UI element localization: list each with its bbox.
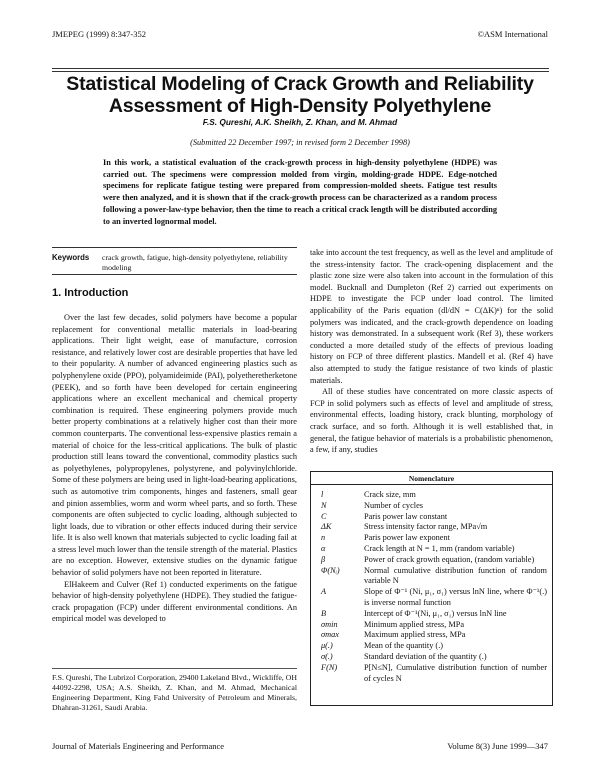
paper-title: Statistical Modeling of Crack Growth and Reliability Assessment of High-Density Polyethylene — [66, 73, 534, 117]
journal-code: JMEPEG (1999) 8:347-352 — [52, 29, 146, 39]
nomenclature-description: Paris power law exponent — [364, 533, 450, 543]
nomenclature-description: Number of cycles — [364, 500, 423, 510]
nomenclature-row — [321, 544, 547, 555]
title-rule — [52, 71, 549, 72]
nomenclature-description: Standard deviation of the quantity (.) — [364, 651, 487, 661]
nomenclature-row — [321, 641, 547, 652]
nomenclature-symbol: l — [321, 490, 324, 499]
nomenclature-row — [321, 566, 547, 588]
paragraph: All of these studies have concentrated on more classic aspects of FCP in solid polymers such as effects of level and amplitude of stress, environmental effects, loading history, crack blunting, morphology of crack surface, and so forth. Although it is well established that, in general, the fatigue behavior of materials is a probabilistic phenomenon, a few, if any, studies — [310, 387, 553, 455]
paragraph: Over the last few decades, solid polymers have become a popular replacement for conventional metallic materials in load-bearing applications. Their light weight, ease of manufacture, corrosion resistance, and relatively lower cost are desirable properties that have led to their popularity. A number of advanced engineering plastics such as polyphenylene oxide (PPO), polyamideimide (PAI), polyetheretherketone (PEEK), and so forth have been developed for certain engineering applications where an excellent mechanical and chemical property combination is required. These engineering polymers provide much better property combinations at a relatively higher cost than their more common counterparts. The conventional less-expensive plastics remain a material of choice for the less-critical applications. The bulk of plastic production still leans toward the conventional, commodity plastics such as polyethylenes, polypropylenes, polystyrene, and polyvinylchloride. Some of these polymers are being used in light-load-bearing applications, such as automotive trim components, hinges and fasteners, small gear and pinion assemblies, worm and worm wheel parts, and so forth. These components are often subjected to cyclic loading, although subjected to light loads, due to vibration or other effects induced during their service life. It is also well known that materials subjected to cyclic loading fail at a stress level much lower than the tensile strength of the material. Plastics are no exception. However, extensive studies on the dynamic fatigue behavior of solid polymers have not been reported in literature. — [52, 313, 297, 578]
nomenclature-row — [321, 490, 547, 501]
nomenclature-symbol: A — [321, 587, 327, 597]
nomenclature-description: Mean of the quantity (.) — [364, 641, 444, 651]
nomenclature-row — [321, 501, 547, 512]
nomenclature-symbol: F(N) — [321, 662, 338, 672]
nomenclature-description: Power of crack growth equation, (random variable) — [364, 554, 535, 564]
nomenclature-table — [321, 490, 547, 684]
nomenclature-symbol: σ(.) — [321, 651, 333, 661]
left-column — [52, 312, 297, 625]
nomenclature-symbol: N — [321, 500, 327, 510]
title-rule — [52, 68, 549, 69]
author-affiliations: F.S. Qureshi, The Lubrizol Corporation, 29400 Lakeland Blvd., Wickliffe, OH 44092-2298, USA; A.S. Sheikh, Z. Khan, and M. Ahmad, Mechanical Engineering Department, King Fahd University of Petroleum and Minerals, Dhahran-31261, Saudi Arabia. — [52, 668, 297, 713]
nomenclature-description: Paris power law constant — [364, 511, 448, 521]
copyright: ©ASM International — [477, 29, 548, 39]
nomenclature-symbol: Φ(Nᵢ) — [321, 565, 340, 575]
nomenclature-symbol: σmin — [321, 619, 338, 629]
nomenclature-description: Crack length at N = 1, mm (random variable) — [364, 543, 515, 553]
keywords-label: Keywords — [52, 253, 90, 262]
nomenclature-symbol: β — [321, 554, 326, 564]
nomenclature-row — [321, 555, 547, 566]
nomenclature-box — [310, 471, 553, 706]
nomenclature-symbol: α — [321, 543, 326, 553]
authors: F.S. Qureshi, A.K. Sheikh, Z. Khan, and M. Ahmad — [202, 117, 398, 127]
nomenclature-description: Slope of Φ⁻¹ (Ni, μ₁, σ₁) versus lnN line, where Φ⁻¹(.) is inverse normal function — [364, 587, 547, 607]
keywords-box — [52, 247, 297, 275]
paragraph: ElHakeem and Culver (Ref 1) conducted experiments on the fatigue behavior of high-density polyethylene (HDPE). They studied the fatigue-crack propagation (FCP) under different environmental conditions. An empirical model was developed to — [52, 579, 297, 624]
footer-volume: Volume 8(3) June 1999—347 — [447, 741, 548, 751]
nomenclature-symbol: ΔK — [321, 522, 332, 532]
nomenclature-row — [321, 652, 547, 663]
nomenclature-description: Crack size, mm — [364, 490, 416, 499]
nomenclature-symbol: μ(.) — [321, 641, 333, 651]
submission-dates: (Submitted 22 December 1997; in revised form 2 December 1998) — [190, 138, 410, 147]
nomenclature-row — [321, 620, 547, 631]
nomenclature-description: Normal cumulative distribution function of random variable N — [364, 565, 547, 586]
nomenclature-description: Intercept of Φ⁻¹(Ni, μ₁, σ₁) versus lnN line — [364, 608, 507, 618]
nomenclature-symbol: σmax — [321, 630, 339, 640]
nomenclature-row — [321, 663, 547, 685]
nomenclature-description: Maximum applied stress, MPa — [364, 630, 466, 640]
nomenclature-row — [321, 512, 547, 523]
footer-journal: Journal of Materials Engineering and Performance — [52, 741, 225, 751]
nomenclature-description: Stress intensity factor range, MPa√m — [364, 522, 488, 532]
nomenclature-symbol: C — [321, 511, 327, 521]
nomenclature-row — [321, 587, 547, 609]
nomenclature-row — [321, 533, 547, 544]
nomenclature-symbol: B — [321, 608, 327, 618]
nomenclature-heading: Nomenclature — [311, 472, 552, 485]
nomenclature-row — [321, 630, 547, 641]
nomenclature-symbol: n — [321, 533, 326, 543]
nomenclature-description: Minimum applied stress, MPa — [364, 619, 465, 629]
nomenclature-description: P[N≤N], Cumulative distribution function of number of cycles N — [364, 662, 547, 683]
abstract: In this work, a statistical evaluation of the crack-growth process in high-density polyethylene (HDPE) was carried out. The specimens were compression molded from virgin, molding-grade HDPE. Edge-notched specimens for replicate fatigue testing were prepared from compression-molded sheets. Fatigue test results were then analyzed, and it is shown that if the crack-growth process can be characterized as a random process following a power-law-type behavior, then the time to reach a critical crack length will be distributed according to an inverted lognormal model. — [103, 158, 497, 226]
paragraph: take into account the test frequency, as well as the level and amplitude of the stress-intensity factor. The crack-opening displacement and the plastic zone size were also taken into account in the formulation of this model. Bucknall and Dumpleton (Ref 2) carried out experiments on HDPE to investigate the FCP under load control. The limited applicability of the Paris equation (dl/dN = C(ΔK)ⁿ) for the solid polymers was indicated, and the crack-growth dependence on loading history was demonstrated. In a subsequent work (Ref 3), these workers conducted a more detailed study of the effects of previous loading history on FCP of three different plastics. Mandell et al. (Ref 4) have also attempted to study the fatigue resistance of two kinds of plastic materials. — [310, 248, 553, 385]
nomenclature-row — [321, 609, 547, 620]
nomenclature-row — [321, 522, 547, 533]
section-heading: 1. Introduction — [52, 287, 129, 299]
keywords-text: crack growth, fatigue, high-density polyethylene, reliability modeling — [102, 253, 288, 272]
right-column — [310, 247, 553, 456]
